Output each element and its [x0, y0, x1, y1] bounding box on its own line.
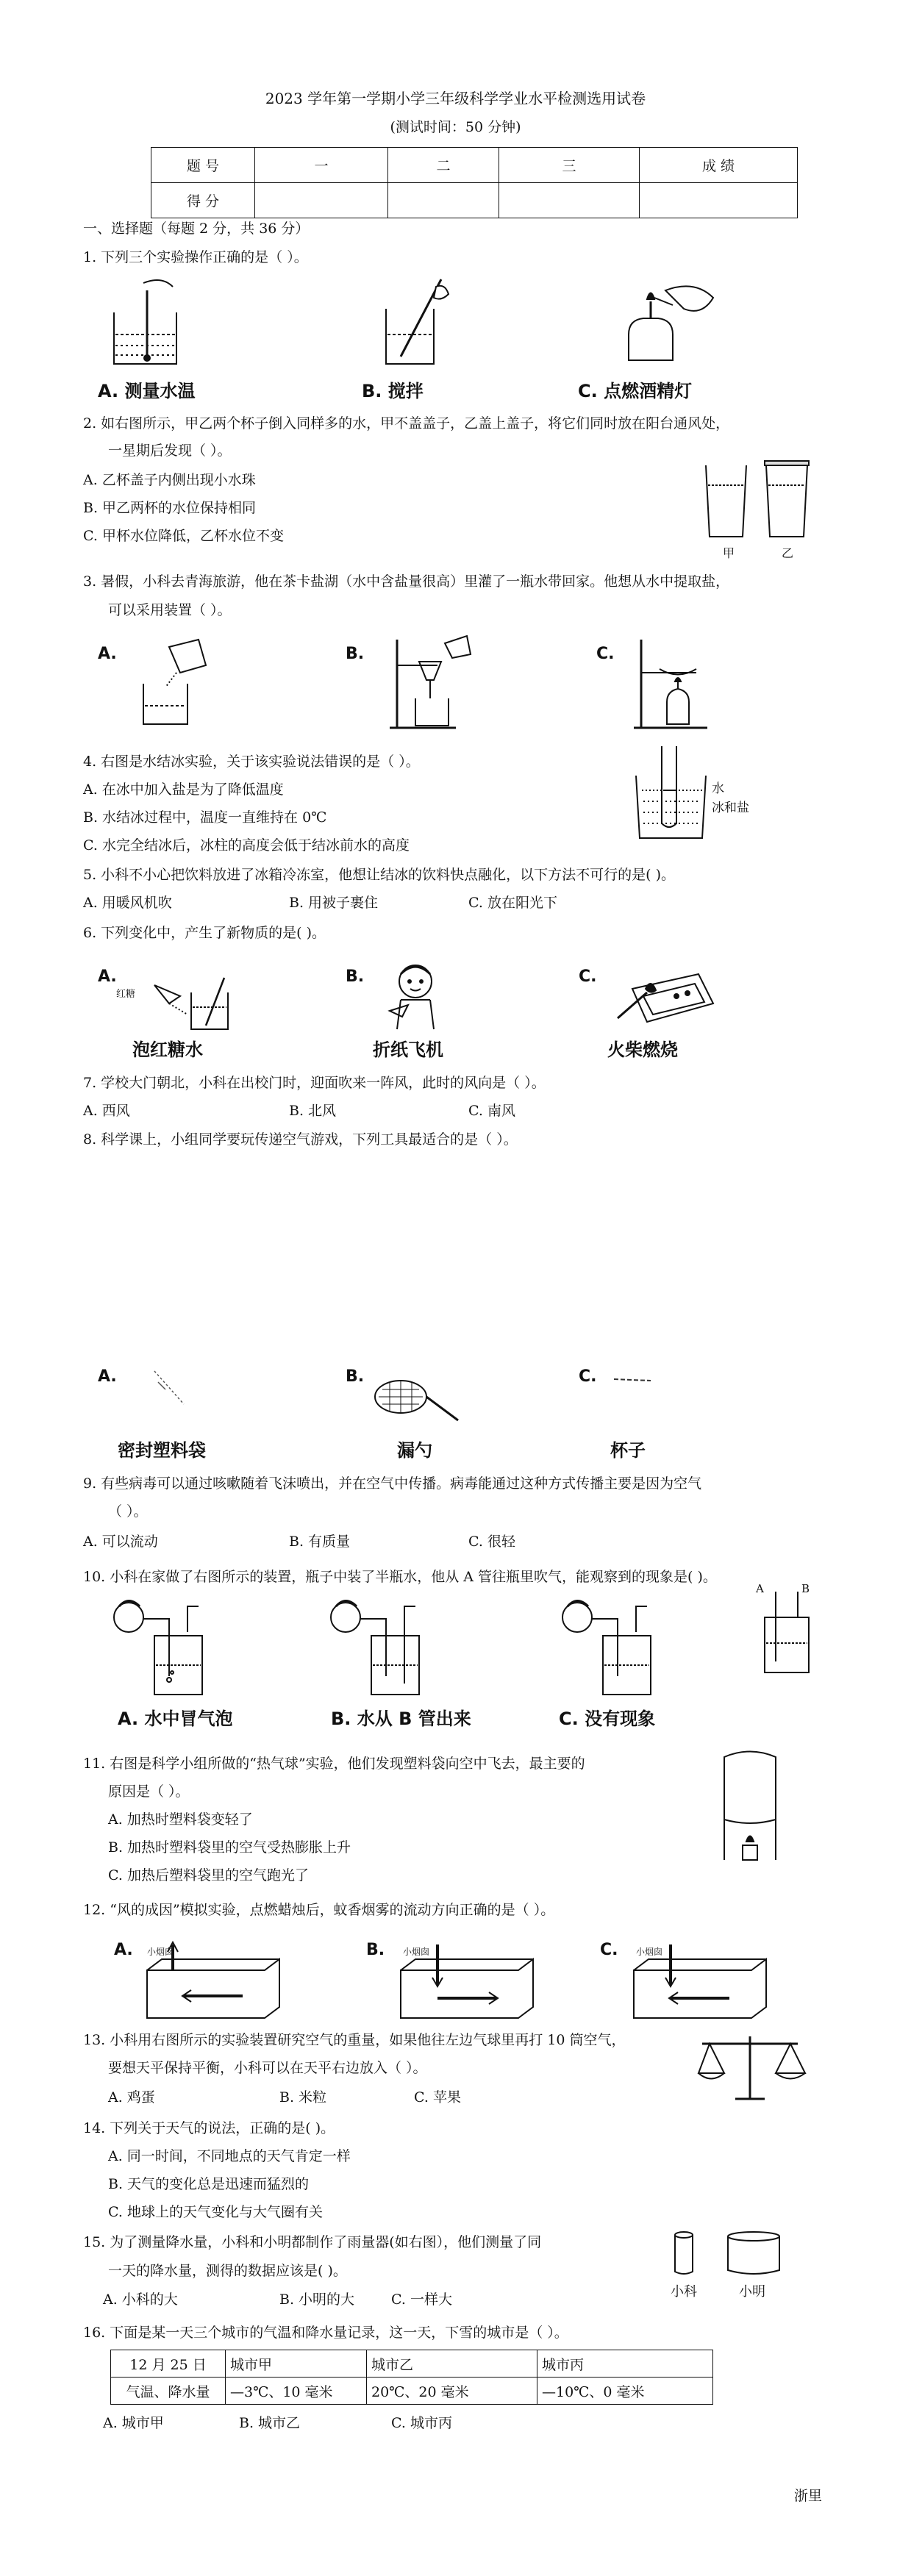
- score-header-cell: 一: [255, 148, 388, 183]
- blow-bottle-figure-b: [327, 1595, 460, 1698]
- q10-option-a-label: A. 水中冒气泡: [118, 1709, 233, 1729]
- score-table: [151, 147, 798, 218]
- weather-cell-bing: —10℃、0 毫米: [537, 2378, 713, 2405]
- q16-option-c: C. 城市丙: [391, 2415, 452, 2431]
- q13-stem-line1: 13. 小科用右图所示的实验装置研究空气的重量，如果他往左边气球里再打 10 筒空气，: [83, 2032, 626, 2048]
- q7-option-b: B. 北风: [289, 1103, 337, 1119]
- q9-option-c: C. 很轻: [468, 1534, 515, 1550]
- thermometer-beaker-figure: [103, 276, 199, 371]
- q5-option-b: B. 用被子裹住: [289, 895, 379, 911]
- hot-air-bag-figure: [710, 1750, 790, 1867]
- tube-label-b: B: [801, 1582, 810, 1595]
- score-header-cell: 三: [499, 148, 640, 183]
- q1-stem: 1. 下列三个实验操作正确的是（ ）。: [83, 249, 308, 265]
- q6-option-c-letter: C.: [579, 967, 597, 986]
- q7-option-c: C. 南风: [468, 1103, 515, 1119]
- blow-bottle-figure-a: [110, 1595, 243, 1698]
- cup-figure: [610, 1373, 654, 1388]
- q13-option-a: A. 鸡蛋: [108, 2089, 155, 2105]
- strainer-figure: [371, 1375, 460, 1426]
- plastic-bag-figure: [147, 1367, 191, 1412]
- q3-stem-line2: 可以采用装置（ ）。: [108, 602, 232, 618]
- paper-plane-boy-figure: [386, 959, 445, 1033]
- tube-label-a: A: [756, 1582, 764, 1595]
- q12b-chimney-label: 小烟囱: [403, 1947, 430, 1957]
- q11-stem-line1: 11. 右图是科学小组所做的“热气球”实验，他们发现塑料袋向空中飞去，最主要的: [83, 1756, 585, 1772]
- q11-option-a: A. 加热时塑料袋变轻了: [108, 1811, 253, 1828]
- q8-option-a-letter: A.: [98, 1367, 117, 1386]
- q16-option-b: B. 城市乙: [239, 2415, 301, 2431]
- q5-option-c: C. 放在阳光下: [468, 895, 557, 911]
- score-blank-cell[interactable]: [640, 183, 798, 218]
- cup-label-yi: 乙: [782, 546, 794, 560]
- q12-option-a-letter: A.: [114, 1941, 133, 1959]
- blow-bottle-figure-c: [559, 1595, 691, 1698]
- score-label-cell: 得 分: [151, 183, 255, 218]
- q2-option-a: A. 乙杯盖子内侧出现小水珠: [83, 472, 256, 488]
- q1-option-c-label: C. 点燃酒精灯: [578, 381, 693, 401]
- alcohol-lamp-figure: [614, 276, 724, 371]
- q15-stem-line2: 一天的降水量，测得的数据应该是( )。: [108, 2263, 347, 2279]
- score-header-cell: 成 绩: [640, 148, 798, 183]
- exam-duration: (测试时间：50 分钟): [390, 119, 521, 135]
- q12c-chimney-label: 小烟囱: [636, 1947, 663, 1957]
- q10-option-b-label: B. 水从 B 管出来: [331, 1709, 471, 1729]
- score-blank-cell[interactable]: [255, 183, 388, 218]
- q5-option-a: A. 用暖风机吹: [83, 895, 172, 911]
- q15-stem-line1: 15. 为了测量降水量，小科和小明都制作了雨量器(如右图），他们测量了同: [83, 2234, 542, 2250]
- q13-option-b: B. 米粒: [279, 2089, 327, 2105]
- q2-option-b: B. 甲乙两杯的水位保持相同: [83, 500, 257, 516]
- ice-salt-beaker-figure: [629, 746, 717, 842]
- filtration-figure: [375, 636, 478, 731]
- q13-option-c: C. 苹果: [414, 2089, 461, 2105]
- q6-option-c-label: 火柴燃烧: [607, 1040, 678, 1060]
- q4-stem: 4. 右图是水结冰实验，关于该实验说法错误的是（ ）。: [83, 754, 420, 770]
- q5-stem: 5. 小科不小心把饮料放进了冰箱冷冻室，他想让结冰的饮料快点融化，以下方法不可行的是( )。: [83, 867, 676, 883]
- ice-fig-label-ice-salt: 冰和盐: [712, 801, 749, 815]
- q12-stem: 12. “风的成因”模拟实验，点燃蜡烛后，蚊香烟雾的流动方向正确的是（ ）。: [83, 1902, 555, 1918]
- q12a-chimney-label: 小烟囱: [147, 1947, 174, 1957]
- q15-option-b: B. 小明的大: [279, 2291, 355, 2308]
- evaporation-figure: [626, 636, 722, 731]
- q6-option-b-letter: B.: [346, 967, 365, 986]
- q3-stem-line1: 3. 暑假，小科去青海旅游，他在茶卡盐湖（水中含盐量很高）里灌了一瓶水带回家。他想从水中提取盐，: [83, 573, 730, 590]
- balance-scale-figure: [691, 2029, 809, 2103]
- q4-option-b: B. 水结冰过程中，温度一直维持在 0℃: [83, 809, 327, 826]
- q4-option-c: C. 水完全结冰后，冰柱的高度会低于结冰前水的高度: [83, 837, 410, 854]
- q8-option-b-label: 漏勺: [397, 1440, 432, 1461]
- two-cups-figure: [702, 459, 820, 540]
- q14-stem: 14. 下列关于天气的说法，正确的是( )。: [83, 2120, 335, 2136]
- q1-option-b-label: B. 搅拌: [362, 381, 424, 401]
- stirring-beaker-figure: [371, 276, 460, 371]
- brown-sugar-water-figure: [125, 963, 243, 1033]
- q8-option-a-label: 密封塑料袋: [118, 1440, 206, 1461]
- q8-stem: 8. 科学课上，小组同学要玩传递空气游戏，下列工具最适合的是（ ）。: [83, 1131, 518, 1148]
- q6-option-a-letter: A.: [98, 967, 117, 986]
- q8-option-c-letter: C.: [579, 1367, 597, 1386]
- q13-stem-line2: 要想天平保持平衡，小科可以在天平右边放入（ ）。: [108, 2060, 427, 2076]
- weather-header-city-jia: 城市甲: [226, 2350, 367, 2378]
- weather-table: [110, 2350, 713, 2405]
- q11-option-b: B. 加热时塑料袋里的空气受热膨胀上升: [108, 1839, 351, 1856]
- q3-option-a-letter: A.: [98, 645, 117, 663]
- brown-sugar-small-label: 红糖: [116, 989, 136, 1000]
- score-header-cell: 二: [388, 148, 499, 183]
- section-heading: 一、选择题（每题 2 分，共 36 分）: [83, 221, 310, 237]
- weather-header-city-bing: 城市丙: [537, 2350, 713, 2378]
- q12-option-b-letter: B.: [366, 1941, 385, 1959]
- weather-row-label: 气温、降水量: [111, 2378, 226, 2405]
- q14-option-a: A. 同一时间，不同地点的天气肯定一样: [108, 2148, 351, 2164]
- q2-stem-line1: 2. 如右图所示，甲乙两个杯子倒入同样多的水，甲不盖盖子，乙盖上盖子，将它们同时放在阳台通风处，: [83, 415, 730, 432]
- pouring-beaker-figure: [132, 640, 213, 728]
- q7-stem: 7. 学校大门朝北，小科在出校门时，迎面吹来一阵风，此时的风向是（ ）。: [83, 1075, 546, 1091]
- rain-gauges-figure: [669, 2228, 787, 2279]
- q6-option-b-label: 折纸飞机: [373, 1040, 443, 1060]
- q9-option-a: A. 可以流动: [83, 1534, 158, 1550]
- q9-stem-line2: （ ）。: [108, 1503, 148, 1520]
- score-blank-cell[interactable]: [388, 183, 499, 218]
- q14-option-c: C. 地球上的天气变化与大气圈有关: [108, 2204, 323, 2220]
- q9-option-b: B. 有质量: [289, 1534, 351, 1550]
- q1-option-a-label: A. 测量水温: [98, 381, 196, 401]
- weather-header-date: 12 月 25 日: [111, 2350, 226, 2378]
- weather-cell-jia: —3℃、10 毫米: [226, 2378, 367, 2405]
- exam-title: 2023 学年第一学期小学三年级科学学业水平检测选用试卷: [265, 90, 646, 107]
- q11-stem-line2: 原因是（ ）。: [108, 1783, 190, 1800]
- q7-option-a: A. 西风: [83, 1103, 130, 1119]
- q12-option-c-letter: C.: [600, 1941, 618, 1959]
- rain-gauge-label-xiaoke: 小科: [671, 2284, 697, 2300]
- q4-option-a: A. 在冰中加入盐是为了降低温度: [83, 781, 284, 798]
- q15-option-c: C. 一样大: [391, 2291, 452, 2308]
- q14-option-b: B. 天气的变化总是迅速而猛烈的: [108, 2176, 310, 2192]
- burning-match-figure: [603, 959, 721, 1033]
- weather-header-city-yi: 城市乙: [367, 2350, 537, 2378]
- q15-option-a: A. 小科的大: [103, 2291, 178, 2308]
- footer-region-mark: 浙里: [794, 2488, 823, 2504]
- q16-stem: 16. 下面是某一天三个城市的气温和降水量记录，这一天，下雪的城市是（ ）。: [83, 2325, 568, 2341]
- score-header-cell: 题 号: [151, 148, 255, 183]
- q8-option-b-letter: B.: [346, 1367, 365, 1386]
- cup-label-jia: 甲: [723, 546, 735, 560]
- q10-reference-bottle-figure: [757, 1588, 816, 1676]
- weather-cell-yi: 20℃、20 毫米: [367, 2378, 537, 2405]
- q6-option-a-label: 泡红糖水: [132, 1040, 203, 1060]
- q10-stem: 10. 小科在家做了右图所示的装置，瓶子中装了半瓶水，他从 A 管往瓶里吹气，能观察到的现象是( )。: [83, 1569, 717, 1585]
- q8-option-c-label: 杯子: [610, 1440, 646, 1461]
- q3-option-b-letter: B.: [346, 645, 365, 663]
- q10-option-c-label: C. 没有现象: [559, 1709, 656, 1729]
- q9-stem-line1: 9. 有些病毒可以通过咳嗽随着飞沫喷出，并在空气中传播。病毒能通过这种方式传播主要是因为空气: [83, 1475, 702, 1492]
- q2-stem-line2: 一星期后发现（ ）。: [108, 443, 232, 459]
- score-blank-cell[interactable]: [499, 183, 640, 218]
- ice-fig-label-water: 水: [712, 781, 724, 796]
- q16-option-a: A. 城市甲: [103, 2415, 164, 2431]
- rain-gauge-label-xiaoming: 小明: [739, 2284, 765, 2300]
- q6-stem: 6. 下列变化中，产生了新物质的是( )。: [83, 925, 326, 941]
- q3-option-c-letter: C.: [596, 645, 615, 663]
- q11-option-c: C. 加热后塑料袋里的空气跑光了: [108, 1867, 309, 1883]
- q2-option-c: C. 甲杯水位降低，乙杯水位不变: [83, 528, 284, 544]
